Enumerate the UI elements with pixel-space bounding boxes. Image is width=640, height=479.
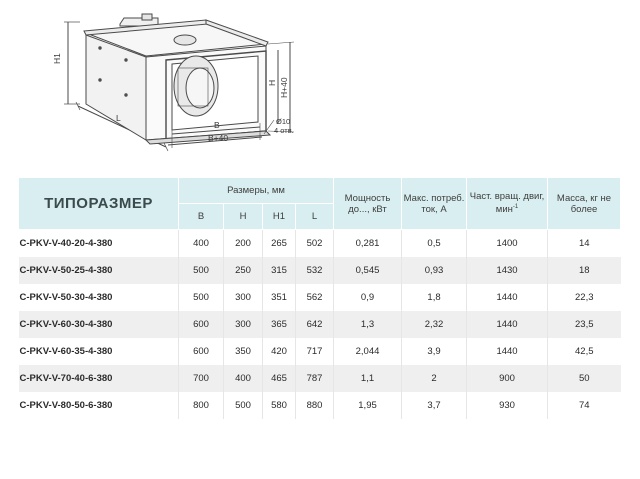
cell-b: 600: [179, 338, 224, 365]
cell-current: 3,7: [402, 392, 467, 419]
cell-speed: 900: [467, 365, 548, 392]
dim-label-h1: H1: [52, 53, 62, 64]
cell-power: 0,281: [334, 230, 402, 258]
table-row: [19, 284, 621, 311]
header-dim-b: B: [179, 204, 224, 230]
cell-model: C-PKV-V-70-40-6-380: [19, 365, 179, 392]
dim-label-h-plus-40: H+40: [279, 77, 289, 98]
cell-power: 1,3: [334, 311, 402, 338]
cell-speed: 1430: [467, 257, 548, 284]
cell-h1: 265: [263, 230, 296, 258]
cell-model: C-PKV-V-40-20-4-380: [19, 230, 179, 258]
cell-model: C-PKV-V-60-30-4-380: [19, 311, 179, 338]
cell-speed: 1440: [467, 311, 548, 338]
header-speed-text: Част. вращ. двиг, мин: [469, 191, 545, 216]
hole-diameter-label: Ø10: [276, 117, 291, 126]
cell-h1: 351: [263, 284, 296, 311]
header-current: Макс. потреб. ток, А: [402, 178, 467, 230]
cell-h: 300: [224, 311, 263, 338]
cell-power: 1,95: [334, 392, 402, 419]
cell-h: 200: [224, 230, 263, 258]
cell-b: 500: [179, 284, 224, 311]
cell-model: C-PKV-V-60-35-4-380: [19, 338, 179, 365]
cell-h: 500: [224, 392, 263, 419]
cell-mass: 22,3: [575, 292, 594, 303]
header-speed-unit-sup: -1: [512, 204, 519, 211]
cell-l: 502: [296, 230, 334, 258]
header-speed: [467, 178, 548, 230]
table-row: [19, 311, 621, 338]
cell-power: 0,545: [334, 257, 402, 284]
cell-b: 800: [179, 392, 224, 419]
cell-h1: 580: [263, 392, 296, 419]
cell-power: 0,9: [334, 284, 402, 311]
cell-current: 2: [402, 365, 467, 392]
hole-count-label: 4 отв.: [274, 126, 294, 135]
cell-h1: 365: [263, 311, 296, 338]
cell-power: 1,1: [334, 365, 402, 392]
dim-label-b-plus-40: B+40: [208, 133, 229, 143]
table-row: [19, 230, 621, 258]
table-row: [19, 338, 621, 365]
table-row: [19, 392, 621, 419]
header-model: ТИПОРАЗМЕР: [19, 178, 179, 230]
cell-current: 2,32: [402, 311, 467, 338]
cell-h1: 420: [263, 338, 296, 365]
cell-mass: 23,5: [548, 311, 621, 338]
cell-h1: 315: [263, 257, 296, 284]
specifications-table: [18, 177, 621, 419]
dim-label-h: H: [267, 79, 277, 86]
cell-mass: 18: [548, 257, 621, 284]
header-dimensions: Размеры, мм: [179, 178, 334, 204]
cell-l: 562: [296, 284, 334, 311]
cell-mass: 74: [578, 400, 590, 411]
header-dim-l: L: [296, 204, 334, 230]
cell-mass: 42,5: [575, 346, 594, 357]
cell-current: 0,93: [402, 257, 467, 284]
cell-l: 717: [296, 338, 334, 365]
header-dim-h: H: [224, 204, 263, 230]
cell-model: C-PKV-V-80-50-6-380: [19, 392, 179, 419]
cell-l: 880: [296, 392, 334, 419]
table-row: [19, 257, 621, 284]
cell-current: 3,9: [402, 338, 467, 365]
cell-power: 2,044: [334, 338, 402, 365]
dim-label-l: L: [116, 113, 121, 123]
cell-l: 642: [296, 311, 334, 338]
cell-b: 400: [179, 230, 224, 258]
fan-technical-drawing: [0, 0, 640, 172]
cell-h: 400: [224, 365, 263, 392]
cell-model: C-PKV-V-50-30-4-380: [19, 284, 179, 311]
cell-speed: 1440: [467, 284, 548, 311]
cell-b: 600: [179, 311, 224, 338]
cell-h: 300: [224, 284, 263, 311]
header-dim-h1: H1: [263, 204, 296, 230]
header-mass: Масса, кг не более: [548, 178, 621, 230]
cell-speed: 1400: [467, 230, 548, 258]
cell-speed: 930: [467, 392, 548, 419]
cell-b: 700: [179, 365, 224, 392]
cell-current: 1,8: [402, 284, 467, 311]
table-row: [19, 365, 621, 392]
cell-mass: 14: [578, 238, 590, 249]
cell-speed: 1440: [467, 338, 548, 365]
cell-h: 250: [224, 257, 263, 284]
cell-current: 0,5: [402, 230, 467, 258]
header-power: Мощность до..., кВт: [334, 178, 402, 230]
cell-b: 500: [179, 257, 224, 284]
cell-model: C-PKV-V-50-25-4-380: [19, 257, 179, 284]
cell-l: 532: [296, 257, 334, 284]
cell-h1: 465: [263, 365, 296, 392]
cell-h: 350: [224, 338, 263, 365]
dim-label-b: B: [214, 120, 220, 130]
cell-l: 787: [296, 365, 334, 392]
cell-mass: 50: [548, 365, 621, 392]
